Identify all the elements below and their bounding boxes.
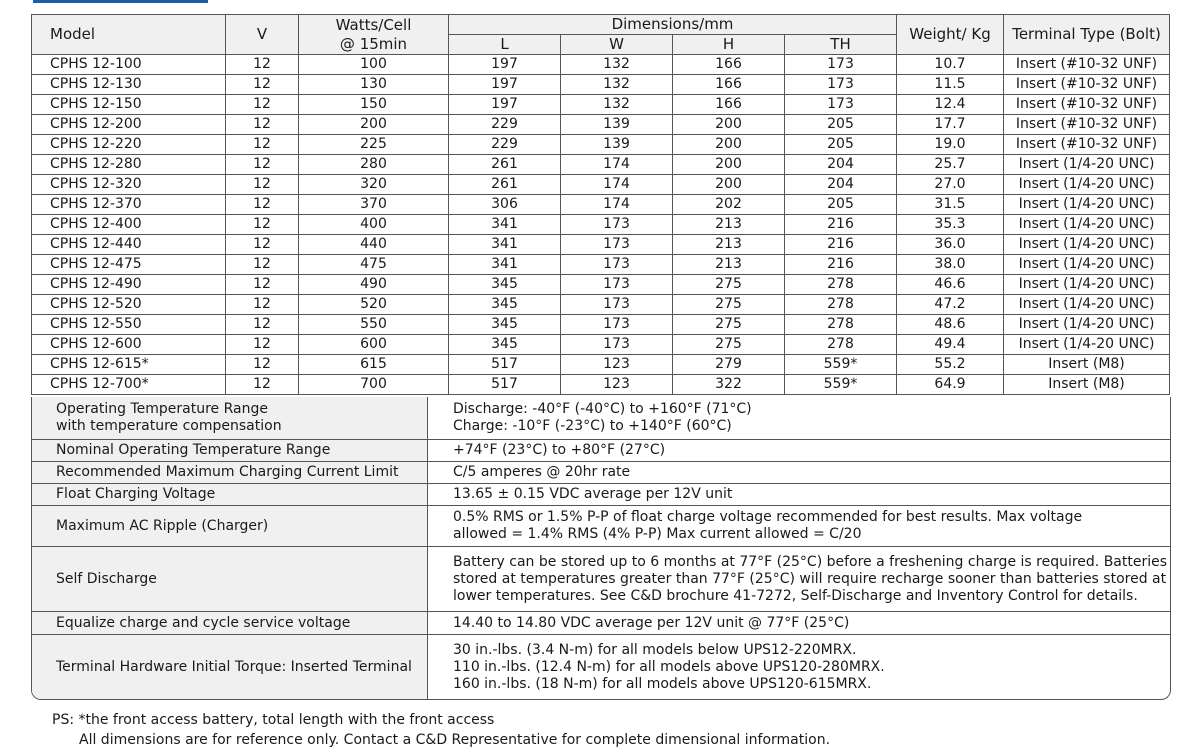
cell-watts: 150 [299, 95, 449, 115]
spec-row [32, 483, 1170, 505]
cell-watts: 615 [299, 355, 449, 375]
spec-label [32, 506, 428, 546]
cell-l: 261 [449, 175, 561, 195]
spec-label-line: Self Discharge [56, 570, 157, 587]
spec-value-line: C/5 amperes @ 20hr rate [453, 464, 631, 480]
cell-l: 345 [449, 335, 561, 355]
cell-h: 166 [673, 55, 785, 75]
table-row [32, 255, 1170, 275]
cell-w: 173 [561, 315, 673, 335]
spec-label-line: Maximum AC Ripple (Charger) [56, 517, 269, 534]
cell-w: 123 [561, 375, 673, 395]
spec-label-line: with temperature compensation [56, 418, 282, 434]
cell-weight: 49.4 [897, 335, 1004, 355]
cell-th: 278 [785, 295, 897, 315]
cell-weight: 19.0 [897, 135, 1004, 155]
spec-value-line: 0.5% RMS or 1.5% P-P of float charge voltage recommended for best results. Max voltage [453, 509, 1083, 525]
cell-model: CPHS 12-615* [32, 355, 226, 375]
spec-value-line: 14.40 to 14.80 VDC average per 12V unit @ 77°F (25°C) [453, 614, 850, 631]
cell-watts: 700 [299, 375, 449, 395]
cell-h: 275 [673, 335, 785, 355]
table-row [32, 195, 1170, 215]
cell-terminal: Insert (M8) [1004, 375, 1170, 395]
cell-l: 261 [449, 155, 561, 175]
cell-model: CPHS 12-400 [32, 215, 226, 235]
cell-watts: 475 [299, 255, 449, 275]
cell-watts: 370 [299, 195, 449, 215]
table-body [32, 55, 1170, 395]
spec-row [32, 397, 1170, 439]
cell-h: 213 [673, 255, 785, 275]
spec-label-line: Nominal Operating Temperature Range [56, 442, 331, 458]
cell-weight: 25.7 [897, 155, 1004, 175]
footnotes [52, 710, 830, 750]
cell-l: 197 [449, 75, 561, 95]
spec-label-line: Recommended Maximum Charging Current Limit [56, 464, 399, 480]
cell-weight: 35.3 [897, 215, 1004, 235]
cell-h: 322 [673, 375, 785, 395]
spec-label [32, 462, 428, 483]
spec-value [428, 612, 1170, 634]
cell-l: 345 [449, 295, 561, 315]
table-row [32, 175, 1170, 195]
spec-row [32, 505, 1170, 546]
cell-l: 341 [449, 215, 561, 235]
spec-value-line: 30 in.-lbs. (3.4 N-m) for all models below UPS12-220MRX. [453, 641, 857, 658]
table-header [32, 15, 1170, 55]
cell-th: 173 [785, 95, 897, 115]
cell-weight: 17.7 [897, 115, 1004, 135]
header-width: W [561, 35, 673, 55]
table-row [32, 235, 1170, 255]
cell-v: 12 [226, 355, 299, 375]
cell-model: CPHS 12-200 [32, 115, 226, 135]
cell-h: 200 [673, 155, 785, 175]
spec-label-line: Float Charging Voltage [56, 486, 216, 502]
table-row [32, 135, 1170, 155]
header-voltage: V [226, 15, 299, 55]
cell-w: 173 [561, 335, 673, 355]
cell-weight: 10.7 [897, 55, 1004, 75]
spec-row [32, 461, 1170, 483]
cell-v: 12 [226, 255, 299, 275]
table-row [32, 375, 1170, 395]
cell-weight: 11.5 [897, 75, 1004, 95]
cell-watts: 550 [299, 315, 449, 335]
cell-w: 173 [561, 235, 673, 255]
spec-value-line: Battery can be stored up to 6 months at 77°F (25°C) before a freshening charge is required. Batteries [453, 553, 1168, 570]
header-length: L [449, 35, 561, 55]
cell-terminal: Insert (#10-32 UNF) [1004, 95, 1170, 115]
cell-terminal: Insert (#10-32 UNF) [1004, 55, 1170, 75]
cell-weight: 46.6 [897, 275, 1004, 295]
cell-watts: 600 [299, 335, 449, 355]
specifications-block [31, 397, 1171, 700]
spec-value-line: allowed = 1.4% RMS (4% P-P) Max current allowed = C/20 [453, 526, 862, 542]
cell-terminal: Insert (#10-32 UNF) [1004, 115, 1170, 135]
spec-label [32, 635, 428, 699]
spec-value-line: +74°F (23°C) to +80°F (27°C) [453, 442, 666, 458]
spec-value-line: stored at temperatures greater than 77°F (25°C) will require recharge sooner than batteries stored at [453, 570, 1167, 587]
header-watts-line2: @ 15min [339, 34, 408, 53]
cell-h: 275 [673, 295, 785, 315]
cell-l: 517 [449, 375, 561, 395]
cell-l: 345 [449, 315, 561, 335]
cell-v: 12 [226, 275, 299, 295]
cell-terminal: Insert (1/4-20 UNC) [1004, 195, 1170, 215]
cell-v: 12 [226, 135, 299, 155]
cell-th: 278 [785, 275, 897, 295]
cell-model: CPHS 12-700* [32, 375, 226, 395]
cell-model: CPHS 12-130 [32, 75, 226, 95]
footnote-front-access: PS: *the front access battery, total length with the front access [52, 712, 495, 728]
cell-h: 166 [673, 95, 785, 115]
header-dimensions: Dimensions/mm [449, 15, 897, 35]
cell-watts: 200 [299, 115, 449, 135]
spec-value-line: lower temperatures. See C&D brochure 41-7272, Self-Discharge and Inventory Control for details. [453, 587, 1138, 604]
cell-v: 12 [226, 215, 299, 235]
cell-model: CPHS 12-550 [32, 315, 226, 335]
cell-model: CPHS 12-490 [32, 275, 226, 295]
cell-model: CPHS 12-520 [32, 295, 226, 315]
cell-l: 341 [449, 235, 561, 255]
cell-weight: 31.5 [897, 195, 1004, 215]
cell-w: 139 [561, 115, 673, 135]
cell-th: 173 [785, 75, 897, 95]
cell-th: 204 [785, 155, 897, 175]
cell-th: 216 [785, 255, 897, 275]
cell-w: 139 [561, 135, 673, 155]
spec-value-line: 13.65 ± 0.15 VDC average per 12V unit [453, 486, 733, 502]
header-height: H [673, 35, 785, 55]
spec-value [428, 506, 1170, 546]
spec-value-line: 110 in.-lbs. (12.4 N-m) for all models above UPS120-280MRX. [453, 658, 885, 675]
table-row [32, 215, 1170, 235]
cell-model: CPHS 12-220 [32, 135, 226, 155]
cell-h: 200 [673, 175, 785, 195]
table-row [32, 55, 1170, 75]
cell-watts: 225 [299, 135, 449, 155]
cell-v: 12 [226, 95, 299, 115]
spec-value [428, 397, 1170, 439]
cell-h: 200 [673, 115, 785, 135]
cell-watts: 520 [299, 295, 449, 315]
cell-v: 12 [226, 115, 299, 135]
cell-th: 559* [785, 355, 897, 375]
cell-th: 204 [785, 175, 897, 195]
cell-th: 173 [785, 55, 897, 75]
cell-th: 559* [785, 375, 897, 395]
cell-l: 345 [449, 275, 561, 295]
cell-terminal: Insert (1/4-20 UNC) [1004, 215, 1170, 235]
cell-l: 229 [449, 115, 561, 135]
cell-h: 213 [673, 235, 785, 255]
cell-h: 200 [673, 135, 785, 155]
footnote-reference: All dimensions are for reference only. Contact a C&D Representative for complete dimensional information. [79, 732, 831, 748]
table-row [32, 315, 1170, 335]
spec-value-line: Charge: -10°F (-23°C) to +140°F (60°C) [453, 418, 732, 434]
cell-l: 306 [449, 195, 561, 215]
cell-model: CPHS 12-150 [32, 95, 226, 115]
cell-v: 12 [226, 375, 299, 395]
table-row [32, 95, 1170, 115]
cell-w: 174 [561, 175, 673, 195]
table-row [32, 355, 1170, 375]
cell-terminal: Insert (1/4-20 UNC) [1004, 155, 1170, 175]
cell-model: CPHS 12-100 [32, 55, 226, 75]
cell-th: 216 [785, 215, 897, 235]
table-row [32, 75, 1170, 95]
cell-w: 173 [561, 275, 673, 295]
header-watts [299, 15, 449, 55]
cell-model: CPHS 12-280 [32, 155, 226, 175]
cell-terminal: Insert (1/4-20 UNC) [1004, 235, 1170, 255]
cell-th: 205 [785, 195, 897, 215]
cell-w: 123 [561, 355, 673, 375]
spec-row [32, 439, 1170, 461]
spec-label [32, 484, 428, 505]
table-row [32, 155, 1170, 175]
cell-h: 279 [673, 355, 785, 375]
battery-spec-table [31, 14, 1170, 395]
cell-v: 12 [226, 315, 299, 335]
spec-value [428, 635, 1170, 699]
spec-label-line: Operating Temperature Range [56, 401, 268, 417]
spec-label-line: Terminal Hardware Initial Torque: Inserted Terminal [56, 658, 412, 675]
cell-th: 205 [785, 135, 897, 155]
cell-w: 173 [561, 295, 673, 315]
spec-label [32, 440, 428, 461]
cell-v: 12 [226, 195, 299, 215]
spec-label [32, 612, 428, 634]
cell-watts: 440 [299, 235, 449, 255]
cell-terminal: Insert (1/4-20 UNC) [1004, 275, 1170, 295]
cell-model: CPHS 12-440 [32, 235, 226, 255]
cell-th: 278 [785, 315, 897, 335]
cell-watts: 130 [299, 75, 449, 95]
cell-l: 341 [449, 255, 561, 275]
cell-terminal: Insert (1/4-20 UNC) [1004, 315, 1170, 335]
cell-l: 229 [449, 135, 561, 155]
spec-value-line: Discharge: -40°F (-40°C) to +160°F (71°C) [453, 401, 752, 417]
cell-w: 132 [561, 75, 673, 95]
cell-w: 174 [561, 195, 673, 215]
cell-h: 202 [673, 195, 785, 215]
cell-w: 173 [561, 255, 673, 275]
spec-value [428, 547, 1170, 611]
cell-th: 216 [785, 235, 897, 255]
cell-terminal: Insert (M8) [1004, 355, 1170, 375]
cell-th: 278 [785, 335, 897, 355]
table-row [32, 115, 1170, 135]
cell-terminal: Insert (1/4-20 UNC) [1004, 255, 1170, 275]
header-watts-line1: Watts/Cell [335, 15, 412, 34]
cell-w: 132 [561, 95, 673, 115]
header-terminal: Terminal Type (Bolt) [1004, 15, 1170, 55]
cell-l: 517 [449, 355, 561, 375]
cell-v: 12 [226, 75, 299, 95]
cell-watts: 280 [299, 155, 449, 175]
spec-value [428, 440, 1170, 461]
cell-watts: 400 [299, 215, 449, 235]
cell-w: 173 [561, 215, 673, 235]
cell-weight: 55.2 [897, 355, 1004, 375]
cell-v: 12 [226, 335, 299, 355]
cell-terminal: Insert (1/4-20 UNC) [1004, 295, 1170, 315]
cell-w: 174 [561, 155, 673, 175]
spec-label [32, 397, 428, 439]
cell-weight: 27.0 [897, 175, 1004, 195]
cell-h: 275 [673, 275, 785, 295]
cell-watts: 100 [299, 55, 449, 75]
spec-value-line: 160 in.-lbs. (18 N-m) for all models above UPS120-615MRX. [453, 675, 872, 692]
cell-terminal: Insert (1/4-20 UNC) [1004, 175, 1170, 195]
table-row [32, 335, 1170, 355]
spec-label-line: Equalize charge and cycle service voltage [56, 614, 351, 631]
cell-v: 12 [226, 55, 299, 75]
cell-weight: 64.9 [897, 375, 1004, 395]
cell-model: CPHS 12-475 [32, 255, 226, 275]
spec-row [32, 634, 1170, 699]
cell-watts: 320 [299, 175, 449, 195]
cell-model: CPHS 12-600 [32, 335, 226, 355]
cell-watts: 490 [299, 275, 449, 295]
spec-row [32, 546, 1170, 611]
cell-v: 12 [226, 155, 299, 175]
cell-h: 275 [673, 315, 785, 335]
spec-label [32, 547, 428, 611]
spec-value [428, 462, 1170, 483]
cell-model: CPHS 12-320 [32, 175, 226, 195]
accent-bar [33, 0, 208, 3]
cell-l: 197 [449, 95, 561, 115]
cell-v: 12 [226, 175, 299, 195]
cell-weight: 36.0 [897, 235, 1004, 255]
cell-v: 12 [226, 235, 299, 255]
cell-weight: 12.4 [897, 95, 1004, 115]
cell-h: 213 [673, 215, 785, 235]
cell-weight: 48.6 [897, 315, 1004, 335]
cell-model: CPHS 12-370 [32, 195, 226, 215]
cell-weight: 38.0 [897, 255, 1004, 275]
header-weight: Weight/ Kg [897, 15, 1004, 55]
cell-v: 12 [226, 295, 299, 315]
cell-terminal: Insert (1/4-20 UNC) [1004, 335, 1170, 355]
table-row [32, 295, 1170, 315]
spec-row [32, 611, 1170, 634]
cell-terminal: Insert (#10-32 UNF) [1004, 75, 1170, 95]
cell-th: 205 [785, 115, 897, 135]
cell-terminal: Insert (#10-32 UNF) [1004, 135, 1170, 155]
cell-h: 166 [673, 75, 785, 95]
header-model: Model [32, 15, 226, 55]
spec-value [428, 484, 1170, 505]
cell-w: 132 [561, 55, 673, 75]
header-total-height: TH [785, 35, 897, 55]
cell-l: 197 [449, 55, 561, 75]
cell-weight: 47.2 [897, 295, 1004, 315]
table-row [32, 275, 1170, 295]
